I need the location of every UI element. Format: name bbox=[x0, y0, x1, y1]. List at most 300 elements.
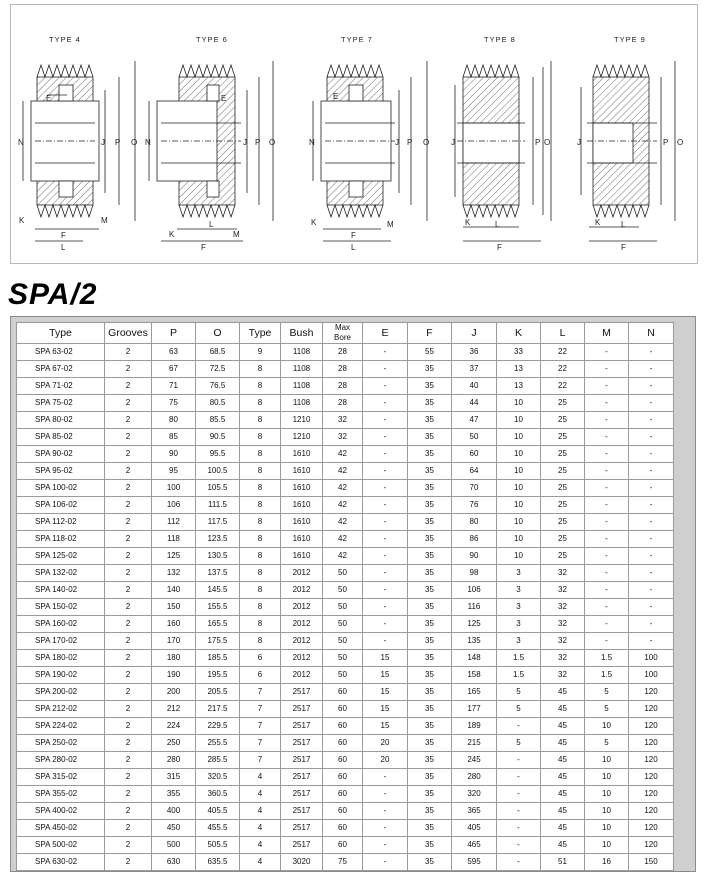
cell-o: 635.5 bbox=[196, 854, 240, 871]
cell-pulley-type: 8 bbox=[240, 565, 281, 582]
cell-o: 68.5 bbox=[196, 344, 240, 361]
cell-o: 185.5 bbox=[196, 650, 240, 667]
cell-type: SPA 90-02 bbox=[17, 446, 105, 463]
header-type: Type bbox=[17, 323, 105, 344]
cell-bush: 2517 bbox=[281, 752, 323, 769]
cell-n: - bbox=[629, 582, 674, 599]
cell-e: 20 bbox=[363, 735, 408, 752]
cell-grooves: 2 bbox=[105, 786, 152, 803]
cell-m: 5 bbox=[585, 701, 629, 718]
cell-n: - bbox=[629, 548, 674, 565]
cell-bush: 1210 bbox=[281, 412, 323, 429]
cell-max-bore: 50 bbox=[323, 599, 363, 616]
cell-e: - bbox=[363, 344, 408, 361]
cell-m: - bbox=[585, 463, 629, 480]
cell-grooves: 2 bbox=[105, 684, 152, 701]
cell-p: 140 bbox=[152, 582, 196, 599]
svg-text:J: J bbox=[101, 138, 105, 147]
svg-text:E: E bbox=[221, 94, 227, 103]
cell-grooves: 2 bbox=[105, 497, 152, 514]
svg-text:F: F bbox=[621, 243, 626, 252]
cell-pulley-type: 8 bbox=[240, 599, 281, 616]
cell-n: 120 bbox=[629, 684, 674, 701]
cell-f: 35 bbox=[408, 735, 452, 752]
cell-p: 190 bbox=[152, 667, 196, 684]
cell-l: 32 bbox=[541, 633, 585, 650]
cell-k: 3 bbox=[497, 565, 541, 582]
cell-k: 10 bbox=[497, 395, 541, 412]
cell-k: 3 bbox=[497, 582, 541, 599]
cell-e: - bbox=[363, 395, 408, 412]
cell-grooves: 2 bbox=[105, 361, 152, 378]
cell-o: 85.5 bbox=[196, 412, 240, 429]
svg-text:N: N bbox=[145, 138, 151, 147]
cell-bush: 1108 bbox=[281, 361, 323, 378]
cell-type: SPA 212-02 bbox=[17, 701, 105, 718]
cell-m: 10 bbox=[585, 803, 629, 820]
svg-text:O: O bbox=[544, 138, 551, 147]
table-row bbox=[17, 701, 674, 718]
cell-pulley-type: 8 bbox=[240, 378, 281, 395]
header-p: P bbox=[152, 323, 196, 344]
cell-grooves: 2 bbox=[105, 531, 152, 548]
cell-j: 106 bbox=[452, 582, 497, 599]
svg-text:L: L bbox=[621, 220, 626, 229]
cell-p: 315 bbox=[152, 769, 196, 786]
cell-k: 3 bbox=[497, 599, 541, 616]
header-max: Max bbox=[334, 323, 351, 332]
cell-n: 120 bbox=[629, 820, 674, 837]
cell-o: 217.5 bbox=[196, 701, 240, 718]
cell-e: - bbox=[363, 378, 408, 395]
cell-f: 35 bbox=[408, 837, 452, 854]
cell-n: 100 bbox=[629, 667, 674, 684]
cell-type: SPA 170-02 bbox=[17, 633, 105, 650]
table-row bbox=[17, 446, 674, 463]
cell-pulley-type: 4 bbox=[240, 820, 281, 837]
cell-bush: 1610 bbox=[281, 548, 323, 565]
cell-n: - bbox=[629, 412, 674, 429]
cell-pulley-type: 8 bbox=[240, 633, 281, 650]
cell-k: 3 bbox=[497, 633, 541, 650]
cell-k: - bbox=[497, 769, 541, 786]
cell-e: - bbox=[363, 514, 408, 531]
cell-type: SPA 67-02 bbox=[17, 361, 105, 378]
cell-p: 80 bbox=[152, 412, 196, 429]
cell-l: 32 bbox=[541, 582, 585, 599]
cell-o: 320.5 bbox=[196, 769, 240, 786]
cell-l: 25 bbox=[541, 497, 585, 514]
cell-p: 100 bbox=[152, 480, 196, 497]
cell-l: 25 bbox=[541, 531, 585, 548]
cell-f: 35 bbox=[408, 633, 452, 650]
svg-text:E: E bbox=[333, 92, 339, 101]
cell-type: SPA 180-02 bbox=[17, 650, 105, 667]
cell-grooves: 2 bbox=[105, 565, 152, 582]
cell-max-bore: 60 bbox=[323, 820, 363, 837]
cell-f: 35 bbox=[408, 701, 452, 718]
cell-grooves: 2 bbox=[105, 412, 152, 429]
table-row bbox=[17, 497, 674, 514]
svg-text:L: L bbox=[61, 243, 66, 252]
cell-j: 215 bbox=[452, 735, 497, 752]
cell-grooves: 2 bbox=[105, 599, 152, 616]
cell-pulley-type: 4 bbox=[240, 837, 281, 854]
cell-m: 10 bbox=[585, 786, 629, 803]
cell-p: 118 bbox=[152, 531, 196, 548]
svg-text:L: L bbox=[495, 220, 500, 229]
cell-k: 13 bbox=[497, 378, 541, 395]
cell-l: 22 bbox=[541, 361, 585, 378]
cell-l: 25 bbox=[541, 429, 585, 446]
cell-k: - bbox=[497, 786, 541, 803]
cell-e: - bbox=[363, 769, 408, 786]
cell-f: 35 bbox=[408, 582, 452, 599]
cell-l: 45 bbox=[541, 718, 585, 735]
cell-e: - bbox=[363, 531, 408, 548]
cell-grooves: 2 bbox=[105, 344, 152, 361]
cell-n: - bbox=[629, 344, 674, 361]
cell-j: 280 bbox=[452, 769, 497, 786]
cell-type: SPA 500-02 bbox=[17, 837, 105, 854]
cell-p: 125 bbox=[152, 548, 196, 565]
table-row bbox=[17, 582, 674, 599]
cell-e: - bbox=[363, 446, 408, 463]
table-row bbox=[17, 803, 674, 820]
cell-j: 60 bbox=[452, 446, 497, 463]
cell-pulley-type: 8 bbox=[240, 361, 281, 378]
cell-max-bore: 42 bbox=[323, 548, 363, 565]
cell-n: - bbox=[629, 463, 674, 480]
cell-max-bore: 50 bbox=[323, 565, 363, 582]
cell-grooves: 2 bbox=[105, 446, 152, 463]
cell-m: - bbox=[585, 497, 629, 514]
svg-text:P: P bbox=[535, 138, 541, 147]
cell-m: - bbox=[585, 633, 629, 650]
cell-pulley-type: 8 bbox=[240, 548, 281, 565]
cell-o: 195.5 bbox=[196, 667, 240, 684]
cell-pulley-type: 6 bbox=[240, 667, 281, 684]
cell-p: 450 bbox=[152, 820, 196, 837]
svg-text:K: K bbox=[595, 218, 601, 227]
cell-o: 505.5 bbox=[196, 837, 240, 854]
cell-pulley-type: 8 bbox=[240, 497, 281, 514]
header-e: E bbox=[363, 323, 408, 344]
cell-type: SPA 100-02 bbox=[17, 480, 105, 497]
cell-j: 80 bbox=[452, 514, 497, 531]
cell-f: 35 bbox=[408, 497, 452, 514]
cell-k: - bbox=[497, 820, 541, 837]
svg-text:J: J bbox=[577, 138, 581, 147]
cell-pulley-type: 7 bbox=[240, 684, 281, 701]
cell-pulley-type: 8 bbox=[240, 582, 281, 599]
cell-k: 10 bbox=[497, 497, 541, 514]
cell-p: 95 bbox=[152, 463, 196, 480]
cell-bush: 1108 bbox=[281, 395, 323, 412]
cell-bush: 2012 bbox=[281, 667, 323, 684]
cell-n: - bbox=[629, 599, 674, 616]
cell-bush: 2012 bbox=[281, 582, 323, 599]
cell-k: 1.5 bbox=[497, 667, 541, 684]
cell-k: 5 bbox=[497, 735, 541, 752]
cell-pulley-type: 9 bbox=[240, 344, 281, 361]
cell-k: 5 bbox=[497, 684, 541, 701]
cell-o: 105.5 bbox=[196, 480, 240, 497]
cell-bush: 2517 bbox=[281, 718, 323, 735]
cell-bush: 2517 bbox=[281, 803, 323, 820]
cell-max-bore: 42 bbox=[323, 514, 363, 531]
cell-m: - bbox=[585, 344, 629, 361]
table-row bbox=[17, 735, 674, 752]
svg-text:J: J bbox=[451, 138, 455, 147]
cell-m: 10 bbox=[585, 752, 629, 769]
cell-pulley-type: 8 bbox=[240, 463, 281, 480]
cell-e: - bbox=[363, 361, 408, 378]
cell-max-bore: 50 bbox=[323, 616, 363, 633]
svg-text:P: P bbox=[407, 138, 413, 147]
cell-n: - bbox=[629, 429, 674, 446]
cell-max-bore: 42 bbox=[323, 480, 363, 497]
cell-l: 45 bbox=[541, 769, 585, 786]
cell-max-bore: 42 bbox=[323, 463, 363, 480]
cell-f: 35 bbox=[408, 463, 452, 480]
cell-l: 22 bbox=[541, 344, 585, 361]
cell-o: 165.5 bbox=[196, 616, 240, 633]
cell-o: 90.5 bbox=[196, 429, 240, 446]
cell-m: - bbox=[585, 548, 629, 565]
table-row bbox=[17, 378, 674, 395]
cell-o: 117.5 bbox=[196, 514, 240, 531]
cell-pulley-type: 4 bbox=[240, 803, 281, 820]
cell-o: 229.5 bbox=[196, 718, 240, 735]
table-row bbox=[17, 463, 674, 480]
table-row bbox=[17, 480, 674, 497]
cell-max-bore: 60 bbox=[323, 718, 363, 735]
cell-e: - bbox=[363, 837, 408, 854]
cell-p: 212 bbox=[152, 701, 196, 718]
cell-max-bore: 60 bbox=[323, 769, 363, 786]
type6-drawing bbox=[145, 61, 275, 252]
cell-pulley-type: 4 bbox=[240, 786, 281, 803]
cell-bush: 2012 bbox=[281, 565, 323, 582]
table-row bbox=[17, 344, 674, 361]
cell-j: 165 bbox=[452, 684, 497, 701]
cell-j: 405 bbox=[452, 820, 497, 837]
cell-type: SPA 71-02 bbox=[17, 378, 105, 395]
cell-e: - bbox=[363, 548, 408, 565]
cell-k: 10 bbox=[497, 480, 541, 497]
cell-e: - bbox=[363, 480, 408, 497]
cell-k: - bbox=[497, 837, 541, 854]
cell-e: 15 bbox=[363, 667, 408, 684]
cell-grooves: 2 bbox=[105, 480, 152, 497]
type8-drawing bbox=[451, 61, 551, 252]
cell-n: 120 bbox=[629, 701, 674, 718]
cell-pulley-type: 4 bbox=[240, 769, 281, 786]
cell-n: 120 bbox=[629, 803, 674, 820]
cell-type: SPA 355-02 bbox=[17, 786, 105, 803]
cell-type: SPA 95-02 bbox=[17, 463, 105, 480]
cell-max-bore: 32 bbox=[323, 412, 363, 429]
cell-f: 35 bbox=[408, 684, 452, 701]
cell-n: - bbox=[629, 446, 674, 463]
cell-o: 175.5 bbox=[196, 633, 240, 650]
cell-max-bore: 50 bbox=[323, 650, 363, 667]
cell-f: 35 bbox=[408, 616, 452, 633]
cell-max-bore: 50 bbox=[323, 633, 363, 650]
cell-max-bore: 50 bbox=[323, 667, 363, 684]
cell-o: 100.5 bbox=[196, 463, 240, 480]
cell-f: 35 bbox=[408, 650, 452, 667]
cell-l: 25 bbox=[541, 446, 585, 463]
cell-e: 15 bbox=[363, 718, 408, 735]
cell-pulley-type: 8 bbox=[240, 531, 281, 548]
cell-p: 630 bbox=[152, 854, 196, 871]
cell-e: - bbox=[363, 582, 408, 599]
cell-o: 72.5 bbox=[196, 361, 240, 378]
cell-o: 455.5 bbox=[196, 820, 240, 837]
cell-pulley-type: 8 bbox=[240, 395, 281, 412]
svg-text:F: F bbox=[351, 231, 356, 240]
cell-pulley-type: 8 bbox=[240, 429, 281, 446]
svg-text:P: P bbox=[255, 138, 261, 147]
cell-type: SPA 630-02 bbox=[17, 854, 105, 871]
cell-l: 45 bbox=[541, 701, 585, 718]
cell-l: 25 bbox=[541, 463, 585, 480]
cell-grooves: 2 bbox=[105, 514, 152, 531]
cell-grooves: 2 bbox=[105, 820, 152, 837]
cell-k: 3 bbox=[497, 616, 541, 633]
type4-label: TYPE 4 bbox=[49, 35, 81, 44]
cell-l: 45 bbox=[541, 837, 585, 854]
table-row bbox=[17, 361, 674, 378]
cell-n: 120 bbox=[629, 786, 674, 803]
header-k: K bbox=[497, 323, 541, 344]
cell-grooves: 2 bbox=[105, 769, 152, 786]
header-m: M bbox=[585, 323, 629, 344]
cell-o: 111.5 bbox=[196, 497, 240, 514]
cell-j: 465 bbox=[452, 837, 497, 854]
cell-l: 22 bbox=[541, 378, 585, 395]
cell-m: 10 bbox=[585, 769, 629, 786]
cell-l: 45 bbox=[541, 684, 585, 701]
cell-n: - bbox=[629, 480, 674, 497]
cell-j: 148 bbox=[452, 650, 497, 667]
cell-m: - bbox=[585, 395, 629, 412]
cell-grooves: 2 bbox=[105, 650, 152, 667]
table-row bbox=[17, 854, 674, 871]
cell-m: - bbox=[585, 446, 629, 463]
cell-m: - bbox=[585, 378, 629, 395]
cell-p: 112 bbox=[152, 514, 196, 531]
cell-e: 15 bbox=[363, 701, 408, 718]
cell-type: SPA 280-02 bbox=[17, 752, 105, 769]
cell-pulley-type: 8 bbox=[240, 446, 281, 463]
cell-type: SPA 112-02 bbox=[17, 514, 105, 531]
svg-text:P: P bbox=[663, 138, 669, 147]
cell-grooves: 2 bbox=[105, 803, 152, 820]
cell-p: 250 bbox=[152, 735, 196, 752]
cell-m: 1.5 bbox=[585, 667, 629, 684]
cell-n: - bbox=[629, 616, 674, 633]
cell-bush: 2517 bbox=[281, 684, 323, 701]
cell-p: 106 bbox=[152, 497, 196, 514]
cell-j: 189 bbox=[452, 718, 497, 735]
cell-j: 595 bbox=[452, 854, 497, 871]
cell-bush: 2517 bbox=[281, 820, 323, 837]
cell-n: 120 bbox=[629, 769, 674, 786]
cell-e: - bbox=[363, 565, 408, 582]
table-row bbox=[17, 718, 674, 735]
cell-bush: 1210 bbox=[281, 429, 323, 446]
cell-j: 177 bbox=[452, 701, 497, 718]
svg-text:M: M bbox=[233, 230, 240, 239]
cell-l: 45 bbox=[541, 735, 585, 752]
cell-grooves: 2 bbox=[105, 718, 152, 735]
cell-m: - bbox=[585, 582, 629, 599]
cell-o: 95.5 bbox=[196, 446, 240, 463]
cell-k: 10 bbox=[497, 531, 541, 548]
cell-pulley-type: 8 bbox=[240, 616, 281, 633]
header-o: O bbox=[196, 323, 240, 344]
cell-grooves: 2 bbox=[105, 633, 152, 650]
header-f: F bbox=[408, 323, 452, 344]
svg-text:O: O bbox=[423, 138, 430, 147]
svg-text:F: F bbox=[61, 231, 66, 240]
cell-m: - bbox=[585, 412, 629, 429]
cell-p: 90 bbox=[152, 446, 196, 463]
cell-bush: 1610 bbox=[281, 480, 323, 497]
cell-k: 1.5 bbox=[497, 650, 541, 667]
cell-f: 35 bbox=[408, 752, 452, 769]
cell-p: 71 bbox=[152, 378, 196, 395]
cell-n: - bbox=[629, 531, 674, 548]
cell-o: 123.5 bbox=[196, 531, 240, 548]
cell-max-bore: 42 bbox=[323, 497, 363, 514]
cell-bush: 2012 bbox=[281, 650, 323, 667]
cell-j: 245 bbox=[452, 752, 497, 769]
svg-text:O: O bbox=[131, 138, 138, 147]
table-row bbox=[17, 837, 674, 854]
cell-grooves: 2 bbox=[105, 701, 152, 718]
cell-j: 40 bbox=[452, 378, 497, 395]
cell-pulley-type: 7 bbox=[240, 735, 281, 752]
cell-m: 10 bbox=[585, 820, 629, 837]
cell-m: - bbox=[585, 429, 629, 446]
cell-f: 35 bbox=[408, 854, 452, 871]
cell-grooves: 2 bbox=[105, 429, 152, 446]
cell-o: 360.5 bbox=[196, 786, 240, 803]
table-row bbox=[17, 633, 674, 650]
cell-grooves: 2 bbox=[105, 616, 152, 633]
cell-grooves: 2 bbox=[105, 463, 152, 480]
cell-l: 45 bbox=[541, 803, 585, 820]
cell-max-bore: 60 bbox=[323, 735, 363, 752]
cell-bush: 1610 bbox=[281, 497, 323, 514]
type9-drawing bbox=[577, 61, 683, 252]
cell-n: - bbox=[629, 565, 674, 582]
cell-f: 55 bbox=[408, 344, 452, 361]
cell-f: 35 bbox=[408, 548, 452, 565]
cell-type: SPA 140-02 bbox=[17, 582, 105, 599]
cell-f: 35 bbox=[408, 361, 452, 378]
cell-m: 5 bbox=[585, 735, 629, 752]
cell-f: 35 bbox=[408, 412, 452, 429]
cell-l: 25 bbox=[541, 480, 585, 497]
cell-e: 20 bbox=[363, 752, 408, 769]
cell-j: 86 bbox=[452, 531, 497, 548]
cell-m: - bbox=[585, 565, 629, 582]
